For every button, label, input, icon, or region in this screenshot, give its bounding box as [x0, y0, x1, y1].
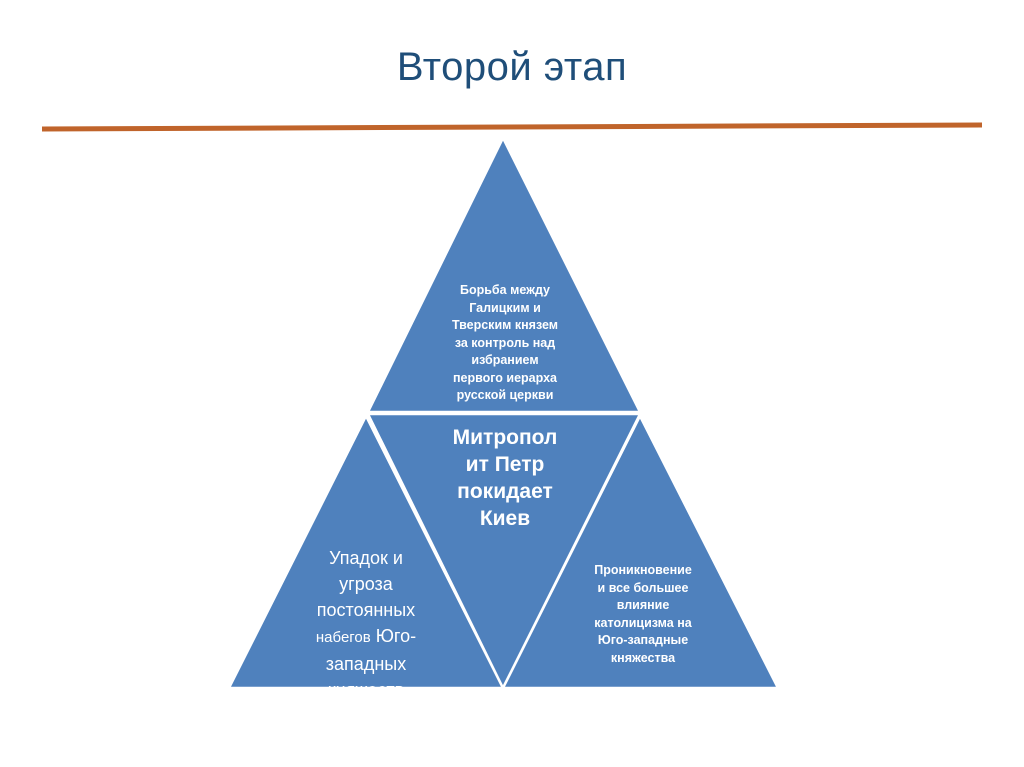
center-text-line: Киев	[479, 507, 531, 530]
left-text-word: Юго-	[370, 626, 417, 646]
left-text-line: западных	[325, 654, 407, 674]
top-text-line: Тверским князем	[451, 318, 559, 332]
left-text-line: постоянных	[316, 600, 416, 620]
left-text-line: Упадок и	[329, 548, 403, 568]
top-text-line: первого иерарха	[452, 370, 558, 385]
center-triangle-text	[433, 424, 577, 532]
left-text-line: княжеств	[327, 680, 405, 700]
slide-title: Второй этап	[396, 45, 628, 89]
right-text-line: влияние	[616, 598, 670, 612]
right-text-line: Юго-западные	[597, 633, 689, 647]
title-underline	[42, 125, 982, 129]
right-text-line: Проникновение	[594, 563, 692, 577]
right-text-line: княжества	[610, 650, 676, 665]
right-text-line: католицизма на	[594, 615, 692, 630]
top-text-line: Галицким и	[469, 300, 541, 315]
top-text-line: русской церкви	[456, 388, 554, 402]
top-text-line: за контроль над	[454, 335, 556, 350]
right-text-line: и все большее	[597, 580, 689, 595]
top-triangle-text	[430, 282, 580, 405]
top-text-line: Борьба между	[459, 283, 551, 297]
right-triangle-text	[568, 562, 718, 667]
left-text-small-word: набегов	[315, 629, 371, 646]
center-text-line: покидает	[457, 480, 553, 503]
center-text-line: Митропол	[452, 426, 558, 449]
top-text-line: избранием	[471, 353, 539, 367]
center-text-line: ит Петр	[465, 453, 545, 476]
left-text-line: угроза	[339, 574, 393, 594]
left-triangle-text	[296, 545, 436, 703]
left-text-line-mixed	[296, 623, 436, 651]
